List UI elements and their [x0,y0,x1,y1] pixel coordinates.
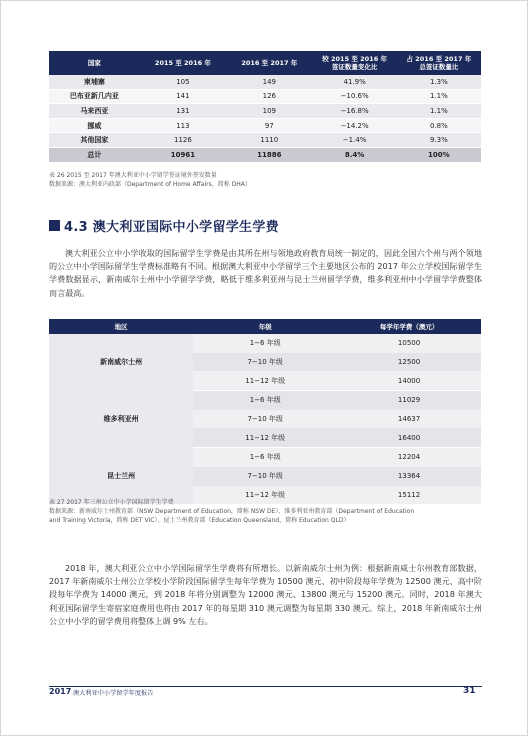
table-cell: −10.6% [313,89,397,104]
fee-cell: 11029 [337,391,481,410]
body-paragraph [49,247,482,300]
table-row [49,104,481,119]
table-cell: 113 [140,118,226,133]
page-number: 31 [463,686,476,696]
table-cell: 1126 [140,133,226,148]
table-cell: 126 [226,89,312,104]
fee-cell: 15112 [337,486,481,505]
grade-cell: 7−10 年级 [193,410,337,429]
visa-count-table [49,51,481,163]
footer-title: 澳大利亚中小学留学年度报告 [73,690,154,697]
table-cell: 10961 [140,147,226,162]
table-cell: 9.3% [397,133,481,148]
table-row [49,334,481,353]
tuition-table [49,319,481,504]
total-label: 总计 [49,147,140,162]
region-cell: 昆士兰州 [49,448,193,505]
grade-cell: 11−12 年级 [193,428,337,447]
grade-cell: 7−10 年级 [193,353,337,372]
column-header: 占 2016 至 2017 年 总签证数量比 [397,51,481,75]
section-heading [49,216,279,235]
caption-source-continued: and Training Victoria，简称 DET VIC）、昆士兰州教育部（Education Queensland，简称 Education QLD） [49,517,350,524]
column-header: 年级 [193,319,337,334]
column-header: 地区 [49,319,193,334]
grade-cell: 1−6 年级 [193,334,337,353]
country-cell: 其他国家 [49,133,140,148]
country-cell: 柬埔寨 [49,75,140,89]
table-cell: 41.9% [313,75,397,89]
fee-cell: 12204 [337,448,481,467]
table-cell: 149 [226,75,312,89]
table-row [49,448,481,467]
table-row [49,391,481,410]
fee-cell: 13364 [337,467,481,486]
caption-title: 表 27 2017 年三州公立中小学国际留学生学费 [49,499,174,506]
fee-cell: 12500 [337,353,481,372]
table-cell: 0.8% [397,118,481,133]
column-header: 每学年学费（澳元） [337,319,481,334]
table-row [49,118,481,133]
table-cell: 1110 [226,133,312,148]
table-cell: 131 [140,104,226,119]
country-cell: 挪威 [49,118,140,133]
country-cell: 巴布亚新几内亚 [49,89,140,104]
table-cell: 105 [140,75,226,89]
column-header: 国家 [49,51,140,75]
table-caption [49,171,251,189]
table-cell: 100% [397,147,481,162]
table-cell: 1.3% [397,75,481,89]
table-row [49,133,481,148]
grade-cell: 7−10 年级 [193,467,337,486]
table-header-row [49,51,481,75]
region-cell: 维多利亚州 [49,391,193,448]
paragraph-text: 澳大利亚公立中小学收取的国际留学生学费是由其所在州与领地政府教育局统一制定的，因此全国六个州与两个领地的公立中小学国际留学生学费标准略有不同。根据澳大利亚中小学留学三个主要地区公布的 2017 年公立学校国际留学生学费数据显示，新南威尔士州中小学留学学费，略低于维多利亚州与昆士兰州留学学费，维多利亚州中小学留学学费整体而言最高。 [49,248,482,298]
table-cell: −14.2% [313,118,397,133]
table-cell: 97 [226,118,312,133]
caption-title: 表 26 2015 至 2017 年澳大利亚中小学留学签证境外签发数量 [49,172,217,179]
table-row [49,75,481,89]
table-header-row [49,319,481,334]
fee-cell: 16400 [337,428,481,447]
column-header: 2015 至 2016 年 [140,51,226,75]
fee-cell: 10500 [337,334,481,353]
table-cell: −16.8% [313,104,397,119]
grade-cell: 11−12 年级 [193,486,337,505]
footer-year: 2017 [49,687,72,696]
table-caption [49,498,482,525]
table-cell: −1.4% [313,133,397,148]
table-cell: 1.1% [397,89,481,104]
caption-source: 数据来源：澳大利亚内政部（Department of Home Affairs，简称 DHA） [49,181,251,188]
body-paragraph [49,562,482,628]
grade-cell: 1−6 年级 [193,448,337,467]
fee-cell: 14637 [337,410,481,429]
section-marker-icon [49,220,60,231]
country-cell: 马来西亚 [49,104,140,119]
total-row [49,147,481,162]
table-row [49,89,481,104]
grade-cell: 11−12 年级 [193,371,337,390]
grade-cell: 1−6 年级 [193,391,337,410]
table-cell: 8.4% [313,147,397,162]
region-cell: 新南威尔士州 [49,334,193,391]
table-cell: 109 [226,104,312,119]
table-cell: 1.1% [397,104,481,119]
column-header: 较 2015 至 2016 年 签证数量变化比 [313,51,397,75]
paragraph-text: 2018 年，澳大利亚公立中小学国际留学生学费将有所增长。以新南威尔士州为例：根据新南威士尔州教育部数据，2017 年新南威尔士州公立学校小学阶段国际留学生每年学费为 10500 澳元、初中阶段每年学费为 12500 澳元、高中阶段每年学费为 14000 澳元，到 2018 年将分别调整为 12000 澳元、13800 澳元与 15200 澳元。同时，2018 年澳大利亚国际留学生寄宿家庭费用也将由 2017 年的每星期 310 澳元调整为每星期 330 澳元。综上，2018 年新南威尔士州公立中小学的留学费用将整体上调 9% 左右。 [49,563,482,626]
section-title: 4.3 澳大利亚国际中小学留学生学费 [64,220,279,235]
caption-source: 数据来源：新南威尔士州教育部（NSW Department of Education，简称 NSW DE）、维多利亚州教育部（Department of Education [49,508,415,515]
table-cell: 141 [140,89,226,104]
fee-cell: 14000 [337,371,481,390]
column-header: 2016 至 2017 年 [226,51,312,75]
table-cell: 11886 [226,147,312,162]
